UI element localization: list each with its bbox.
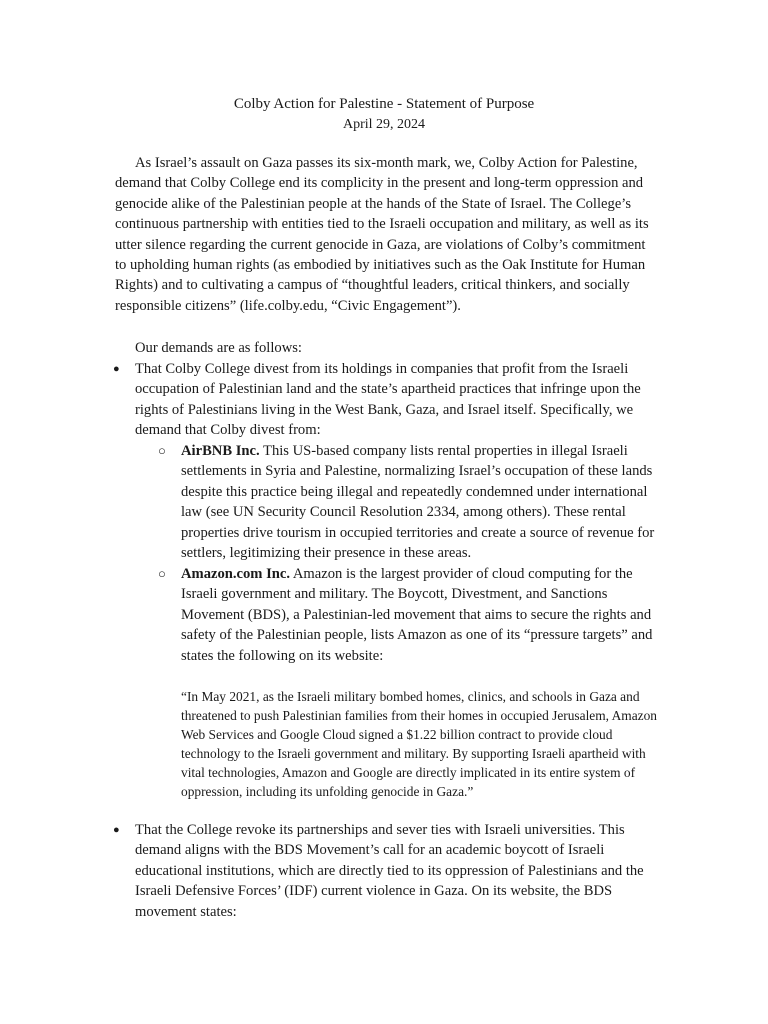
- bds-quote: “In May 2021, as the Israeli military bombed homes, clinics, and schools in Gaza and threatened to push Palestinian families from their homes in occupied Jerusalem, Amazon Web Services and Google Cloud signed a $1.22 billion contract to provide cloud technology to the Israeli government and military. By supporting Israeli apartheid with vital technologies, Amazon and Google are directly implicated in its entire system of oppression, including its unfolding genocide in Gaza.”: [181, 689, 657, 799]
- sub-item-text: Amazon is the largest provider of cloud computing for the Israeli government and military. The Boycott, Divestment, and Sanctions Movement (BDS), a Palestinian-led movement that aims to secure the rights and safety of the Palestinian people, lists Amazon as one of its “pressure targets” and states the following on its website:: [181, 566, 653, 664]
- sub-item-name: AirBNB Inc.: [181, 443, 260, 459]
- sub-item-airbnb: [181, 441, 663, 563]
- demand-academic-boycott: That the College revoke its partnerships and sever ties with Israeli universities. This demand aligns with the BDS Movement’s call for an academic boycott of Israeli educational institutions, which are directly tied to its oppression of Palestinians and the Israeli Defensive Forces’ (IDF) current violence in Gaza. On its website, the BDS movement states:: [135, 822, 644, 920]
- sub-item-amazon: [181, 564, 663, 666]
- sub-bullet-marker: ○: [158, 443, 166, 458]
- document-title: Colby Action for Palestine - Statement of Purpose: [233, 96, 535, 112]
- demands-lead: Our demands are as follows:: [135, 340, 302, 356]
- sub-bullet-marker: ○: [158, 566, 166, 581]
- sub-item-name: Amazon.com Inc.: [181, 566, 291, 582]
- sub-item-text: This US-based company lists rental properties in illegal Israeli settlements in Syria and Palestine, normalizing Israel’s occupation of these lands despite this practice being illegal and repeatedly condemned under international law (see UN Security Council Resolution 2334, among others). These rental properties drive tourism in occupied territories and create a source of revenue for settlers, legitimizing their presence in these areas.: [181, 443, 655, 562]
- demand-divest: That Colby College divest from its holdings in companies that profit from the Israeli occupation of Palestinian land and the state’s apartheid practices that infringe upon the rights of Palestinians living in the West Bank, Gaza, and Israel itself. Specifically, we demand that Colby divest from:: [135, 361, 641, 439]
- document-date: April 29, 2024: [342, 117, 426, 132]
- bullet-marker: ●: [113, 824, 120, 836]
- intro-paragraph: As Israel’s assault on Gaza passes its six-month mark, we, Colby Action for Palestine, demand that Colby College end its complicity in the present and long-term oppression and genocide alike of the Palestinian people at the hands of the State of Israel. The College’s continuous partnership with entities tied to the Israeli occupation and military, as well as its utter silence regarding the current genocide in Gaza, are violations of Colby’s commitment to upholding human rights (as embodied by initiatives such as the Oak Institute for Human Rights) and to cultivating a campus of “thoughtful leaders, critical thinkers, and socially responsible citizens” (life.colby.edu, “Civic Engagement”).: [115, 155, 649, 314]
- bullet-marker: ●: [113, 363, 120, 375]
